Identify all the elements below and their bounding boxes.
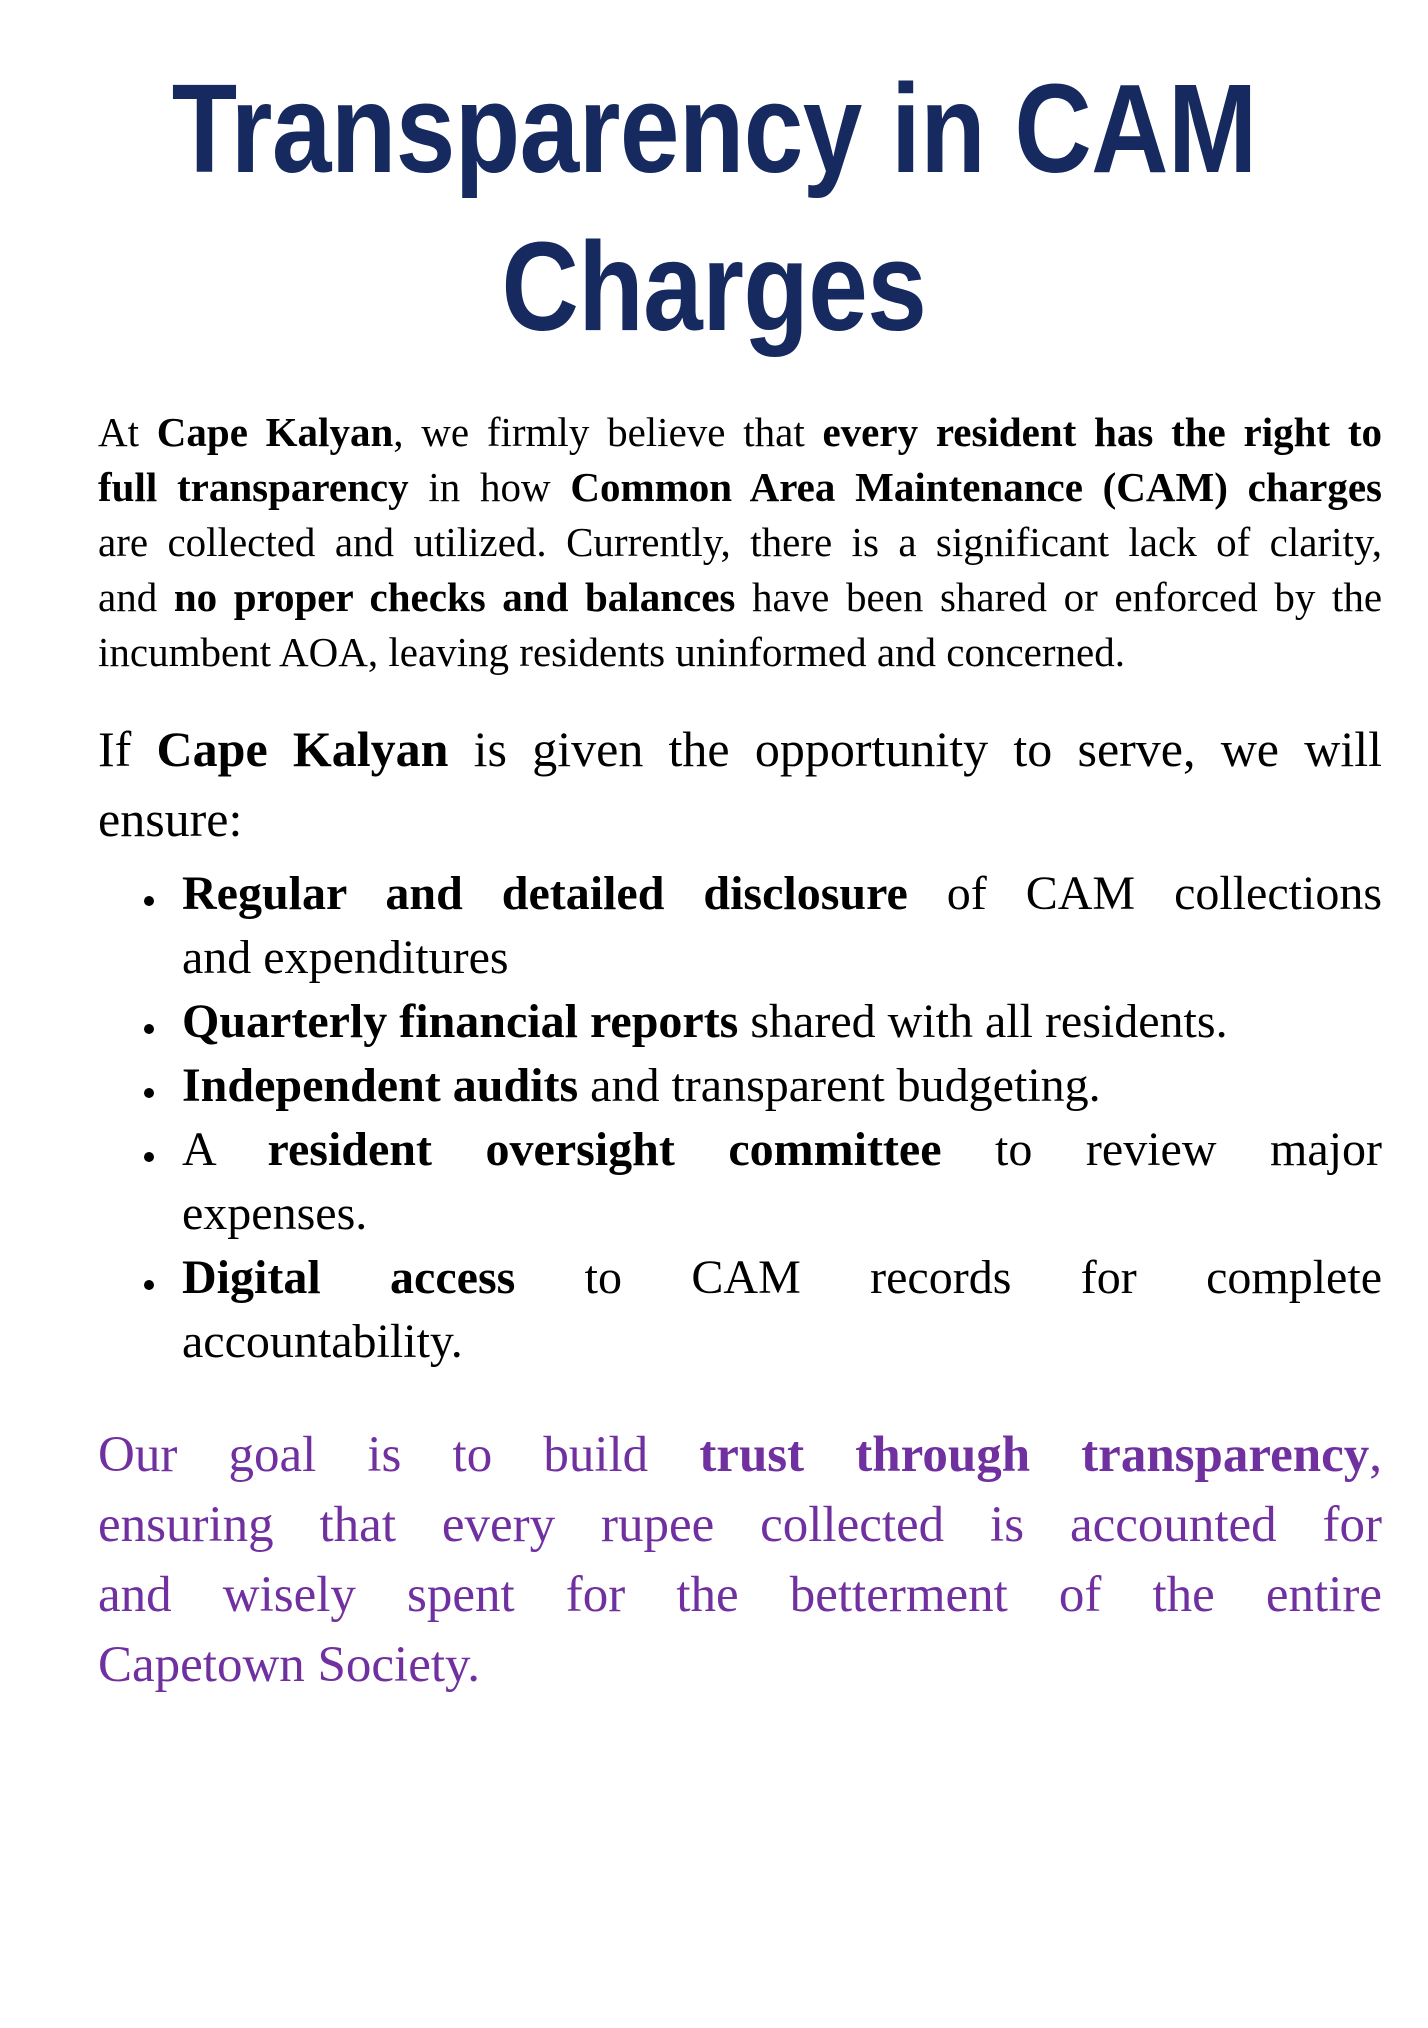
pledge-paragraph: If Cape Kalyan is given the opportunity to serve, we will ensure: (98, 721, 1383, 847)
intro-paragraph: At Cape Kalyan, we firmly believe that every resident has the right to full transparency in how Common Area Maintenance (CAM) charges are collected and utilized. Currently, there is a significant lack of clarity, and no proper checks and balances have been shared or enforced by the incumbent AOA, leaving residents uninformed and concerned. (98, 409, 1383, 675)
list-item: Independent audits and transparent budgeting. (98, 1054, 1382, 1118)
list-item: Quarterly financial reports shared with all residents. (98, 990, 1382, 1054)
document-title (0, 0, 1428, 365)
list-item: Digital access to CAM records for complete accountability. (98, 1246, 1382, 1374)
commitments-list (98, 862, 1382, 1374)
goal-paragraph: Our goal is to build trust through transparency, ensuring that every rupee collected is accounted for and wisely spent for the betterment of the entire Capetown Society. (98, 1427, 1382, 1693)
list-item: A resident oversight committee to review major expenses. (98, 1118, 1382, 1246)
title-line-2: Charges (501, 215, 927, 357)
list-item: Regular and detailed disclosure of CAM collections and expenditures (98, 862, 1382, 990)
document-body (0, 405, 1428, 1700)
title-line-1: Transparency in CAM (171, 58, 1257, 199)
